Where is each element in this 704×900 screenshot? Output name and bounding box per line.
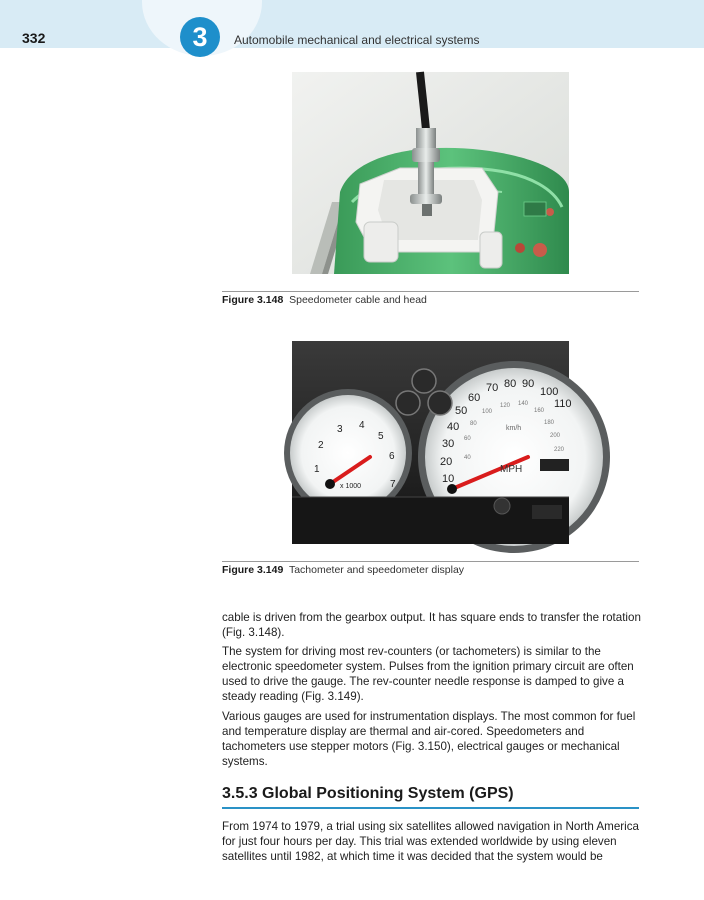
- tach-unit-label: x 1000: [340, 483, 362, 490]
- tach-number-2: 2: [318, 440, 324, 451]
- figure-caption-text: Speedometer cable and head: [289, 294, 427, 306]
- figure-instrument-cluster-photo: [292, 341, 572, 544]
- mph-number-10: 10: [442, 473, 455, 485]
- tach-number-6: 6: [389, 451, 395, 462]
- figure-rule: [222, 291, 639, 292]
- kmh-number-180: 180: [544, 420, 555, 426]
- kmh-number-100: 100: [482, 409, 493, 415]
- kmh-number-40: 40: [464, 455, 471, 461]
- figure-label: Figure 3.148: [222, 294, 284, 306]
- tach-number-7: 7: [390, 479, 396, 490]
- figure-rule: [222, 561, 639, 562]
- tach-number-5: 5: [378, 431, 384, 442]
- mph-number-70: 70: [486, 382, 499, 394]
- mph-number-90: 90: [522, 378, 535, 390]
- mph-number-100: 100: [540, 386, 559, 398]
- figure-speedometer-cable-photo: [292, 72, 569, 274]
- body-paragraph: From 1974 to 1979, a trial using six satellites allowed navigation in North America for just four hours per day. This trial was extended worldwide by using eleven satellites until 1982, at which time it was decided that the system would be: [222, 820, 639, 863]
- mph-number-110: 110: [554, 398, 572, 410]
- kmh-number-60: 60: [464, 436, 471, 442]
- page-number: 332: [22, 30, 46, 46]
- mph-number-20: 20: [440, 456, 453, 468]
- kmh-number-120: 120: [500, 403, 511, 409]
- body-paragraph: cable is driven from the gearbox output. It has square ends to transfer the rotation (Fig. 3.148).: [222, 611, 641, 639]
- chapter-badge: 3: [180, 17, 220, 57]
- figure-label: Figure 3.149: [222, 564, 284, 576]
- figure-caption: [222, 294, 427, 306]
- section-heading: 3.5.3 Global Positioning System (GPS): [222, 785, 514, 802]
- kmh-number-80: 80: [470, 421, 477, 427]
- kmh-number-140: 140: [518, 401, 529, 407]
- tach-number-1: 1: [314, 464, 320, 475]
- kmh-number-160: 160: [534, 408, 545, 414]
- kmh-label: km/h: [506, 425, 522, 432]
- mph-number-50: 50: [455, 405, 468, 417]
- mph-number-60: 60: [468, 392, 481, 404]
- tach-number-4: 4: [359, 420, 365, 431]
- mph-number-40: 40: [447, 421, 460, 433]
- mph-number-80: 80: [504, 378, 517, 390]
- kmh-number-200: 200: [550, 433, 561, 439]
- tach-number-3: 3: [337, 424, 343, 435]
- running-head: Automobile mechanical and electrical systems: [234, 33, 480, 47]
- body-paragraph: The system for driving most rev-counters (or tachometers) is similar to the electronic speedometer system. Pulses from the ignition primary circuit are often used to drive the gauge. The rev-counter needle response is damped to give a steady reading (Fig. 3.149).: [222, 645, 634, 703]
- speedometer-cable-illustration: [292, 72, 569, 274]
- figure-caption-text: Tachometer and speedometer display: [288, 564, 465, 576]
- section-rule: [222, 807, 639, 809]
- mph-label: MPH: [500, 464, 523, 475]
- figure-caption: [222, 564, 464, 576]
- mph-number-30: 30: [442, 438, 455, 450]
- body-paragraph: Various gauges are used for instrumentation displays. The most common for fuel and temperature display are thermal and air-cored. Speedometers and tachometers use stepper motors (Fig. 3.150), electrical gauges or mechanical systems.: [222, 710, 636, 768]
- kmh-number-220: 220: [554, 447, 565, 453]
- instrument-cluster-illustration: [292, 341, 572, 544]
